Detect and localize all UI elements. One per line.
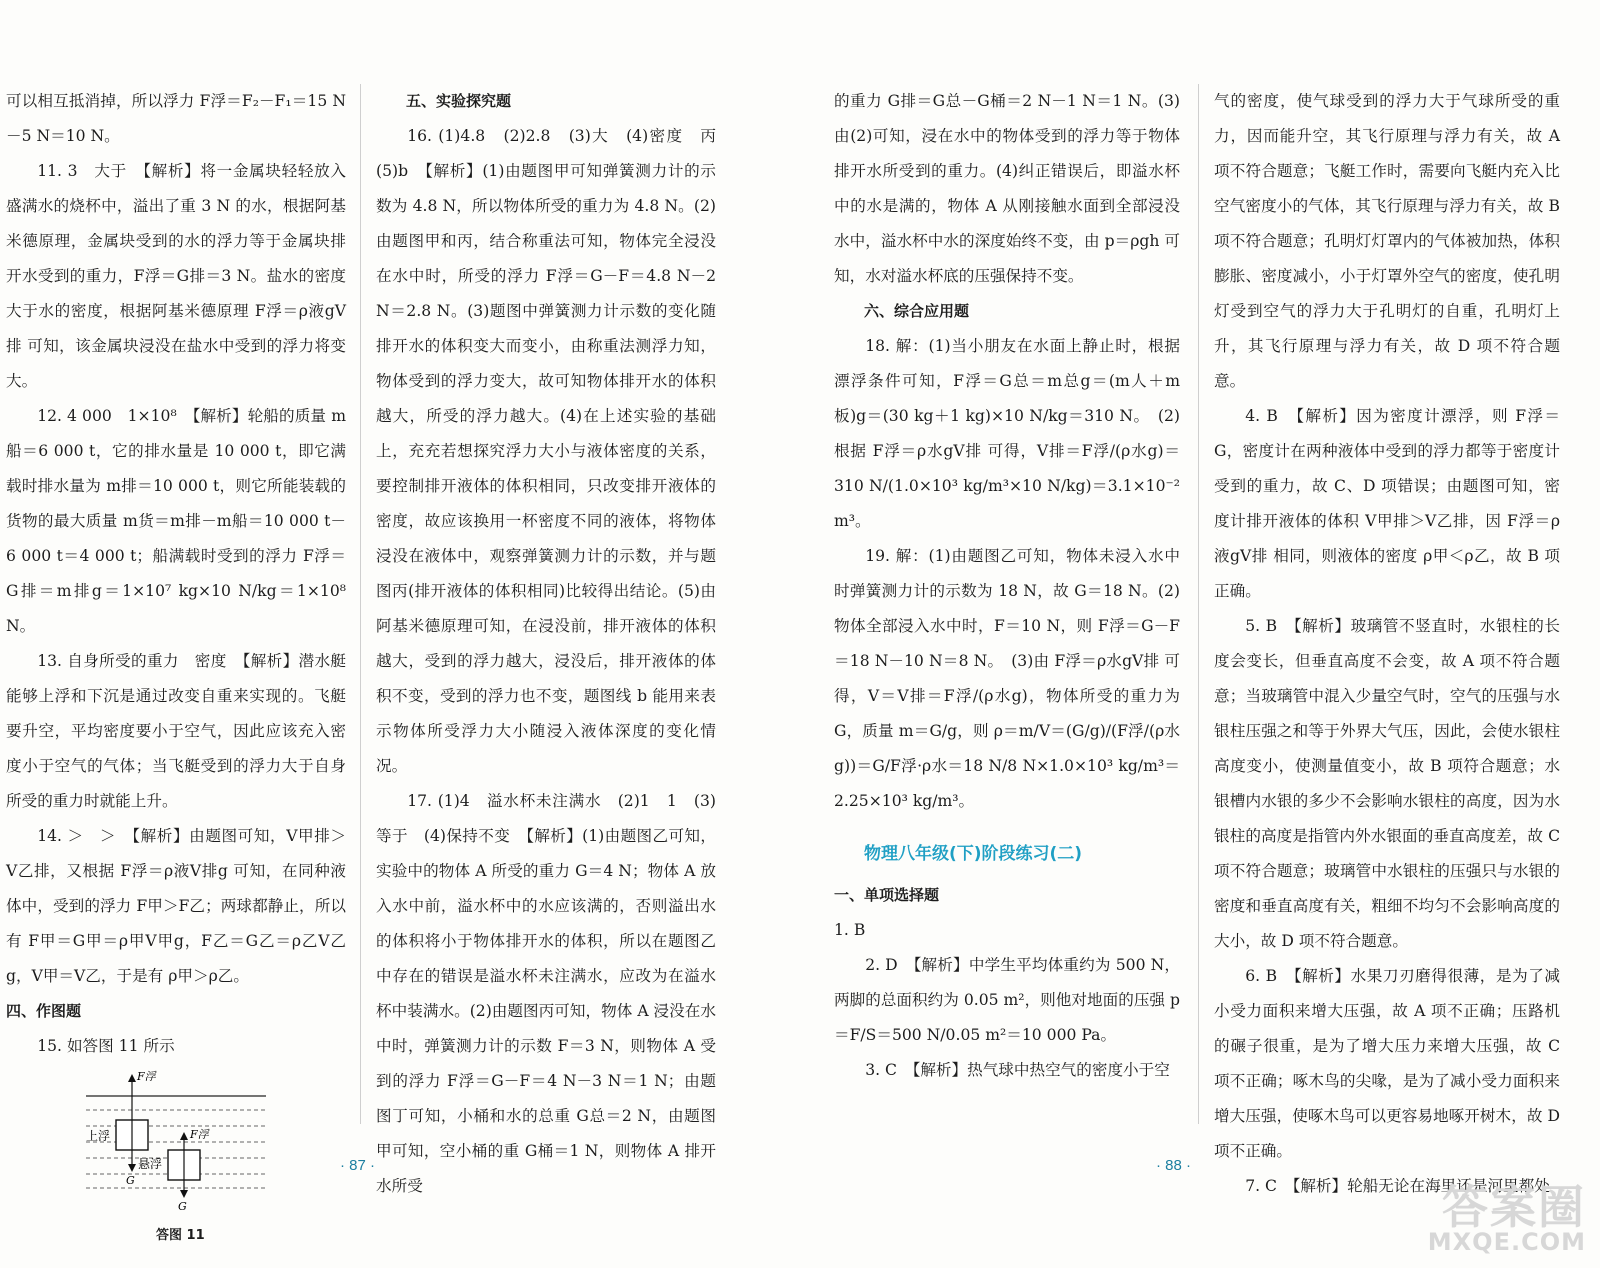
answer-paragraph: 3. C 【解析】热气球中热空气的密度小于空 [865, 1061, 1170, 1079]
section-heading: 五、实验探究题 [406, 92, 512, 110]
answer-paragraph: 18. 解：(1)当小朋友在水面上静止时，根据漂浮条件可知，F浮＝G总＝m总g＝(m人＋m板)g＝(30 kg＋1 kg)×10 N/kg＝310 N。 (2)根据 F浮＝ρ水gV排 可得，V排＝F浮/(ρ水g)＝310 N/(1.0×10³ kg/m³×10 N/kg)＝3.1×10⁻² m³。 [834, 337, 1180, 530]
left-page [0, 0, 780, 1268]
answer-paragraph: 15. 如答图 11 所示 [37, 1037, 175, 1055]
right-column-2 [1214, 84, 1560, 1204]
answer-paragraph: 可以相互抵消掉，所以浮力 F浮＝F₂－F₁＝15 N－5 N＝10 N。 [6, 92, 346, 145]
label-g1: G [126, 1174, 135, 1187]
answer-paragraph: 12. 4 000 1×10⁸ 【解析】轮船的质量 m船＝6 000 t，它的排水量是 10 000 t，即它满载时排水量为 m排＝10 000 t，则它所能装载的货物的最大质量 m货＝m排－m船＝10 000 t－6 000 t＝4 000 t；船满载时受到的浮力 F浮＝G排＝m排g＝1×10⁷ kg×10 N/kg＝1×10⁸ N。 [6, 407, 346, 635]
buoyancy-diagram [6, 1068, 346, 1218]
answer-paragraph: 13. 自身所受的重力 密度 【解析】潜水艇能够上浮和下沉是通过改变自重来实现的。飞艇要升空，平均密度要小于空气，因此应该充入密度小于空气的气体；当飞艇受到的浮力大于自身所受的重力时就能上升。 [6, 652, 346, 810]
column-divider [360, 84, 361, 1124]
answer-paragraph: 14. ＞ ＞ 【解析】由题图可知，V甲排＞V乙排，又根据 F浮＝ρ液V排g 可知，在同种液体中，受到的浮力 F甲＞F乙；两球都静止，所以有 F甲＝G甲＝ρ甲V甲g，F乙＝G乙＝ρ乙V乙g，V甲＝V乙，于是有 ρ甲＞ρ乙。 [6, 827, 346, 985]
right-column-1 [834, 84, 1180, 1088]
answer-paragraph: 6. B 【解析】水果刀刃磨得很薄，是为了减小受力面积来增大压强，故 A 项不正确；压路机的碾子很重，是为了增大压力来增大压强，故 C 项不正确；啄木鸟的尖喙，是为了减小受力面积来增大压强，使啄木鸟可以更容易地啄开树木，故 D 项不正确。 [1214, 967, 1560, 1160]
page-number: · 87 · [340, 1157, 376, 1174]
answer-paragraph: 19. 解：(1)由题图乙可知，物体未浸入水中时弹簧测力计的示数为 18 N，故 G＝18 N。(2)物体全部浸入水中时，F＝10 N，则 F浮＝G－F＝18 N－10 N＝8 N。 (3)由 F浮＝ρ水gV排 可得，V＝V排＝F浮/(ρ水g)，物体所受的重力为 G，质量 m＝G/g，则 ρ＝m/V＝(G/g)/(F浮/(ρ水g))＝G/F浮·ρ水＝18 N/8 N×1.0×10³ kg/m³＝2.25×10³ kg/m³。 [834, 547, 1180, 810]
figure-caption: 答图 11 [156, 1228, 205, 1243]
watermark-text: 答案圈 [1442, 1180, 1586, 1234]
answer-paragraph: 17. (1)4 溢水杯未注满水 (2)1 1 (3)等于 (4)保持不变 【解析】(1)由题图乙可知，实验中的物体 A 所受的重力 G＝4 N；物体 A 放入水中前，溢水杯中的水应该满的，否则溢出水的体积将小于物体排开水的体积，所以在题图乙中存在的错误是溢水杯未注满水，应改为在溢水杯中装满水。(2)由题图丙可知，物体 A 浸没在水中时，弹簧测力计的示数 F＝3 N，则物体 A 受到的浮力 F浮＝G－F＝4 N－3 N＝1 N；由题图丁可知，小桶和水的总重 G总＝2 N，由题图甲可知，空小桶的重 G桶＝1 N，则物体 A 排开水所受 [376, 792, 716, 1195]
figure-answer-11 [6, 1068, 346, 1218]
section-heading: 六、综合应用题 [864, 302, 970, 320]
answer-paragraph: 16. (1)4.8 (2)2.8 (3)大 (4)密度 丙 (5)b 【解析】(1)由题图甲可知弹簧测力计的示数为 4.8 N，所以物体所受的重力为 4.8 N。(2)由题图甲和丙，结合称重法可知，物体完全浸没在水中时，所受的浮力 F浮＝G－F＝4.8 N－2 N＝2.8 N。(3)题图中弹簧测力计示数的变化随排开水的体积变大而变小，由称重法测浮力知，物体受到的浮力变大，故可知物体排开水的体积越大，所受的浮力越大。(4)在上述实验的基础上，充充若想探究浮力大小与液体密度的关系，要控制排开液体的体积相同，只改变排开液体的密度，故应该换用一杯密度不同的液体，将物体浸没在液体中，观察弹簧测力计的示数，并与题图丙(排开液体的体积相同)比较得出结论。(5)由阿基米德原理可知，在浸没前，排开液体的体积越大，受到的浮力越大，浸没后，排开液体的体积不变，受到的浮力也不变，题图线 b 能用来表示物体所受浮力大小随浸入液体深度的变化情况。 [376, 127, 732, 775]
left-column-1 [6, 84, 346, 1253]
page-number: · 88 · [1156, 1157, 1192, 1174]
answer-paragraph: 的重力 G排＝G总－G桶＝2 N－1 N＝1 N。(3)由(2)可知，浸在水中的物体受到的浮力等于物体排开水所受到的重力。(4)纠正错误后，即溢水杯中的水是满的，物体 A 从刚接触水面到全部浸没水中，溢水杯中水的深度始终不变，由 p＝ρgh 可知，水对溢水杯底的压强保持不变。 [834, 92, 1180, 285]
section-heading: 四、作图题 [6, 1002, 82, 1020]
right-page [800, 0, 1600, 1268]
label-f2: F浮 [190, 1128, 209, 1141]
watermark-url: MXQE.COM [1427, 1228, 1586, 1256]
column-divider [1198, 84, 1199, 1124]
label-g2: G [178, 1200, 187, 1213]
answer-paragraph: 1. B [834, 921, 866, 939]
section-title: 物理八年级(下)阶段练习(二) [864, 844, 1083, 864]
answer-paragraph: 2. D 【解析】中学生平均体重约为 500 N，两脚的总面积约为 0.05 m²，则他对地面的压强 p＝F/S＝500 N/0.05 m²＝10 000 Pa。 [834, 956, 1180, 1044]
label-float: 悬浮 [138, 1157, 163, 1171]
section-heading: 一、单项选择题 [834, 886, 940, 904]
label-f1: F浮 [137, 1070, 156, 1083]
answer-paragraph: 11. 3 大于 【解析】将一金属块轻轻放入盛满水的烧杯中，溢出了重 3 N 的水，根据阿基米德原理，金属块受到的水的浮力等于金属块排开水受到的重力，F浮＝G排＝3 N。盐水的密度大于水的密度，根据阿基米德原理 F浮＝ρ液gV排 可知，该金属块浸没在盐水中受到的浮力将变大。 [6, 162, 346, 390]
label-up: 上浮 [86, 1129, 111, 1143]
answer-paragraph: 气的密度，使气球受到的浮力大于气球所受的重力，因而能升空，其飞行原理与浮力有关，故 A 项不符合题意；飞艇工作时，需要向飞艇内充入比空气密度小的气体，其飞行原理与浮力有关，故 B 项不符合题意；孔明灯灯罩内的气体被加热，体积膨胀、密度减小，小于灯罩外空气的密度，使孔明灯受到空气的浮力大于孔明灯的自重，孔明灯上升，其飞行原理与浮力有关，故 D 项不符合题意。 [1214, 92, 1560, 390]
answer-paragraph: 5. B 【解析】玻璃管不竖直时，水银柱的长度会变长，但垂直高度不会变，故 A 项不符合题意；当玻璃管中混入少量空气时，空气的压强与水银柱压强之和等于外界大气压，因此，会使水银柱高度变小，使测量值变小，故 B 项符合题意；水银槽内水银的多少不会影响水银柱的高度，因为水银柱的高度是指管内外水银面的垂直高度差，故 C 项不符合题意；玻璃管中水银柱的压强只与水银的密度和垂直高度有关，粗细不均匀不会影响高度的大小，故 D 项不符合题意。 [1214, 617, 1560, 950]
answer-paragraph: 4. B 【解析】因为密度计漂浮，则 F浮＝G，密度计在两种液体中受到的浮力都等于密度计受到的重力，故 C、D 项错误；由题图可知，密度计排开液体的体积 V甲排＞V乙排，因 F浮＝ρ液gV排 相同，则液体的密度 ρ甲＜ρ乙，故 B 项正确。 [1214, 407, 1560, 600]
answer-paragraph: 7. C 【解析】轮船无论在海里还是河里都处 [1245, 1177, 1550, 1195]
left-column-2 [376, 84, 732, 1204]
watermark-logo [1427, 1180, 1586, 1256]
